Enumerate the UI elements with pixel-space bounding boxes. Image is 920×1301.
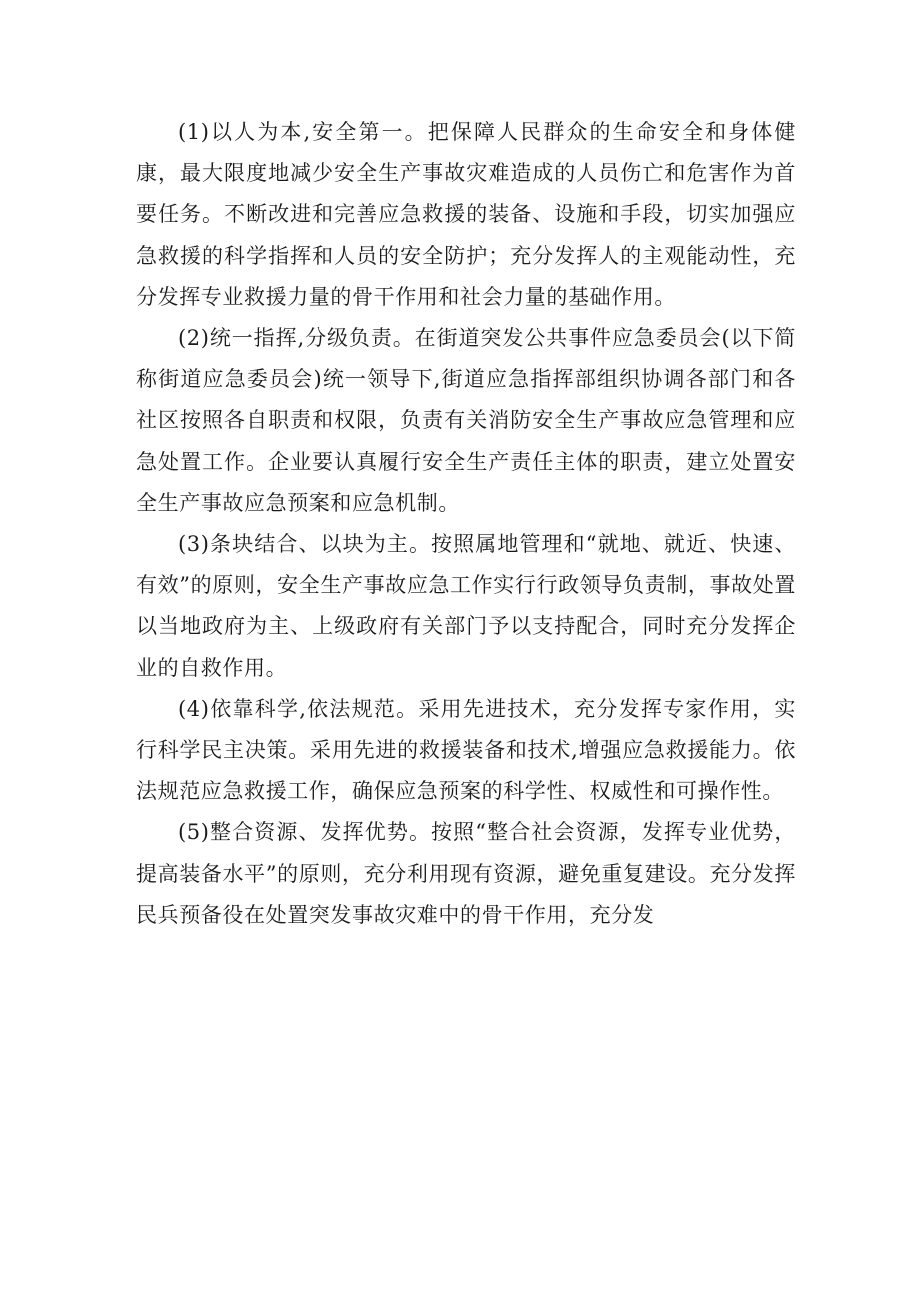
paragraph-1: (1)以人为本,安全第一。把保障人民群众的生命安全和身体健康，最大限度地减少安全生产事故灾难造成的人员伤亡和危害作为首要任务。不断改进和完善应急救援的装备、设施和手段，切实加强应急救援的科学指挥和人员的安全防护；充分发挥人的主观能动性，充分发挥专业救援力量的骨干作用和社会力量的基础作用。	[136, 120, 796, 309]
paragraph-2: (2)统一指挥,分级负责。在街道突发公共事件应急委员会(以下简称街道应急委员会)统一领导下,街道应急指挥部组织协调各部门和各社区按照各自职责和权限，负责有关消防安全生产事故应急管理和应急处置工作。企业要认真履行安全生产责任主体的职责，建立处置安全生产事故应急预案和应急机制。	[136, 326, 796, 515]
paragraph-3: (3)条块结合、以块为主。按照属地管理和“就地、就近、快速、有效”的原则，安全生产事故应急工作实行行政领导负责制，事故处置以当地政府为主、上级政府有关部门予以支持配合，同时充分发挥企业的自救作用。	[136, 532, 796, 680]
paragraph-4: (4)依靠科学,依法规范。采用先进技术，充分发挥专家作用，实行科学民主决策。采用先进的救援装备和技术,增强应急救援能力。依法规范应急救援工作，确保应急预案的科学性、权威性和可操作性。	[136, 696, 796, 804]
paragraph-5: (5)整合资源、发挥优势。按照“整合社会资源，发挥专业优势，提高装备水平”的原则，充分利用现有资源，避免重复建设。充分发挥民兵预备役在处置突发事故灾难中的骨干作用，充分发	[136, 820, 796, 927]
document-body	[136, 112, 796, 936]
